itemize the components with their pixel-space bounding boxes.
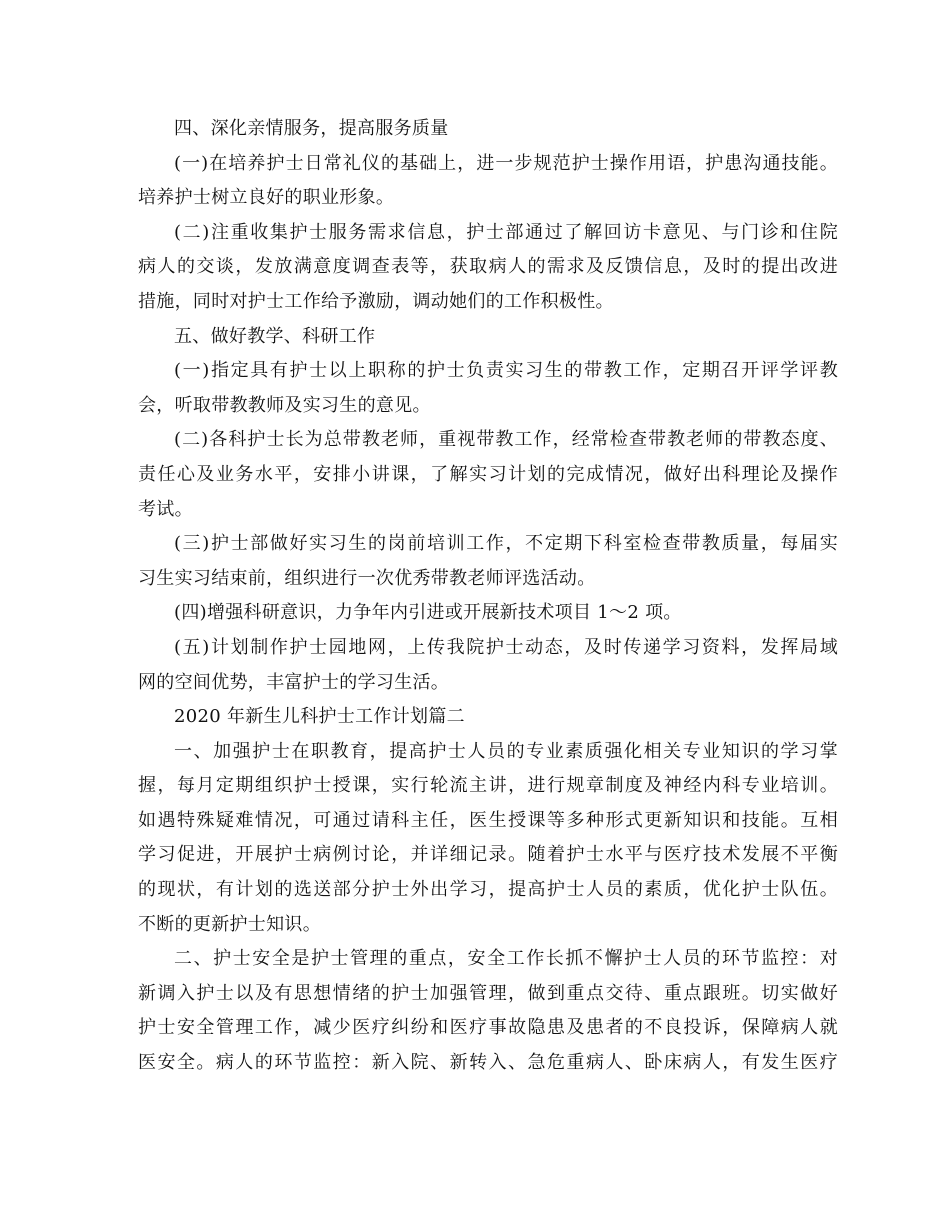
paragraph-line: 医安全。病人的环节监控：新入院、新转入、急危重病人、卧床病人，有发生医疗 xyxy=(138,1052,838,1074)
section-heading-line: 五、做好教学、科研工作 xyxy=(174,325,376,347)
paragraph-line: 不断的更新护士知识。 xyxy=(138,913,321,935)
paragraph-line: 握，每月定期组织护士授课，实行轮流主讲，进行规章制度及神经内科专业培训。 xyxy=(138,775,838,797)
paragraph-line: 病人的交谈，发放满意度调查表等，获取病人的需求及反馈信息，及时的提出改进 xyxy=(138,256,838,278)
paragraph-line: 会，听取带教教师及实习生的意见。 xyxy=(138,394,431,416)
paragraph-line: 新调入护士以及有思想情绪的护士加强管理，做到重点交待、重点跟班。切实做好 xyxy=(138,982,838,1004)
paragraph-line: (二)各科护士长为总带教老师，重视带教工作，经常检查带教老师的带教态度、 xyxy=(174,429,838,451)
paragraph-line: 措施，同时对护士工作给予激励，调动她们的工作积极性。 xyxy=(138,290,614,312)
paragraph-line: (二)注重收集护士服务需求信息，护士部通过了解回访卡意见、与门诊和住院 xyxy=(174,221,838,243)
paragraph-line: 网的空间优势，丰富护士的学习生活。 xyxy=(138,671,450,693)
paragraph-line: (一)在培养护士日常礼仪的基础上，进一步规范护士操作用语，护患沟通技能。 xyxy=(174,152,838,174)
paragraph-line: 一、加强护士在职教育，提高护士人员的专业素质强化相关专业知识的学习掌 xyxy=(174,740,838,762)
paragraph-line: 习生实习结束前，组织进行一次优秀带教老师评选活动。 xyxy=(138,567,596,589)
paragraph-line: 考试。 xyxy=(138,498,193,520)
paragraph-line: (五)计划制作护士园地网，上传我院护士动态，及时传递学习资料，发挥局域 xyxy=(174,636,838,658)
paragraph-line: (三)护士部做好实习生的岗前培训工作，不定期下科室检查带教质量，每届实 xyxy=(174,533,838,555)
paragraph-line: (一)指定具有护士以上职称的护士负责实习生的带教工作，定期召开评学评教 xyxy=(174,360,838,382)
paragraph-line: 二、护士安全是护士管理的重点，安全工作长抓不懈护士人员的环节监控：对 xyxy=(174,948,838,970)
paragraph-line: 责任心及业务水平，安排小讲课，了解实习计划的完成情况，做好出科理论及操作 xyxy=(138,463,838,485)
paragraph-line: 培养护士树立良好的职业形象。 xyxy=(138,187,395,209)
section-heading-line: 2020 年新生儿科护士工作计划篇二 xyxy=(174,706,465,728)
paragraph-line: 护士安全管理工作，减少医疗纠纷和医疗事故隐患及患者的不良投诉，保障病人就 xyxy=(138,1017,838,1039)
paragraph-line: 如遇特殊疑难情况，可通过请科主任，医生授课等多种形式更新知识和技能。互相 xyxy=(138,809,838,831)
paragraph-line: 的现状，有计划的选送部分护士外出学习，提高护士人员的素质，优化护士队伍。 xyxy=(138,879,838,901)
section-heading-line: 四、深化亲情服务，提高服务质量 xyxy=(174,118,449,139)
document-body xyxy=(138,112,838,1081)
section-heading-line: (四)增强科研意识，力争年内引进或开展新技术项目 1～2 项。 xyxy=(174,602,682,624)
paragraph-line: 学习促进，开展护士病例讨论，并详细记录。随着护士水平与医疗技术发展不平衡 xyxy=(138,844,838,866)
